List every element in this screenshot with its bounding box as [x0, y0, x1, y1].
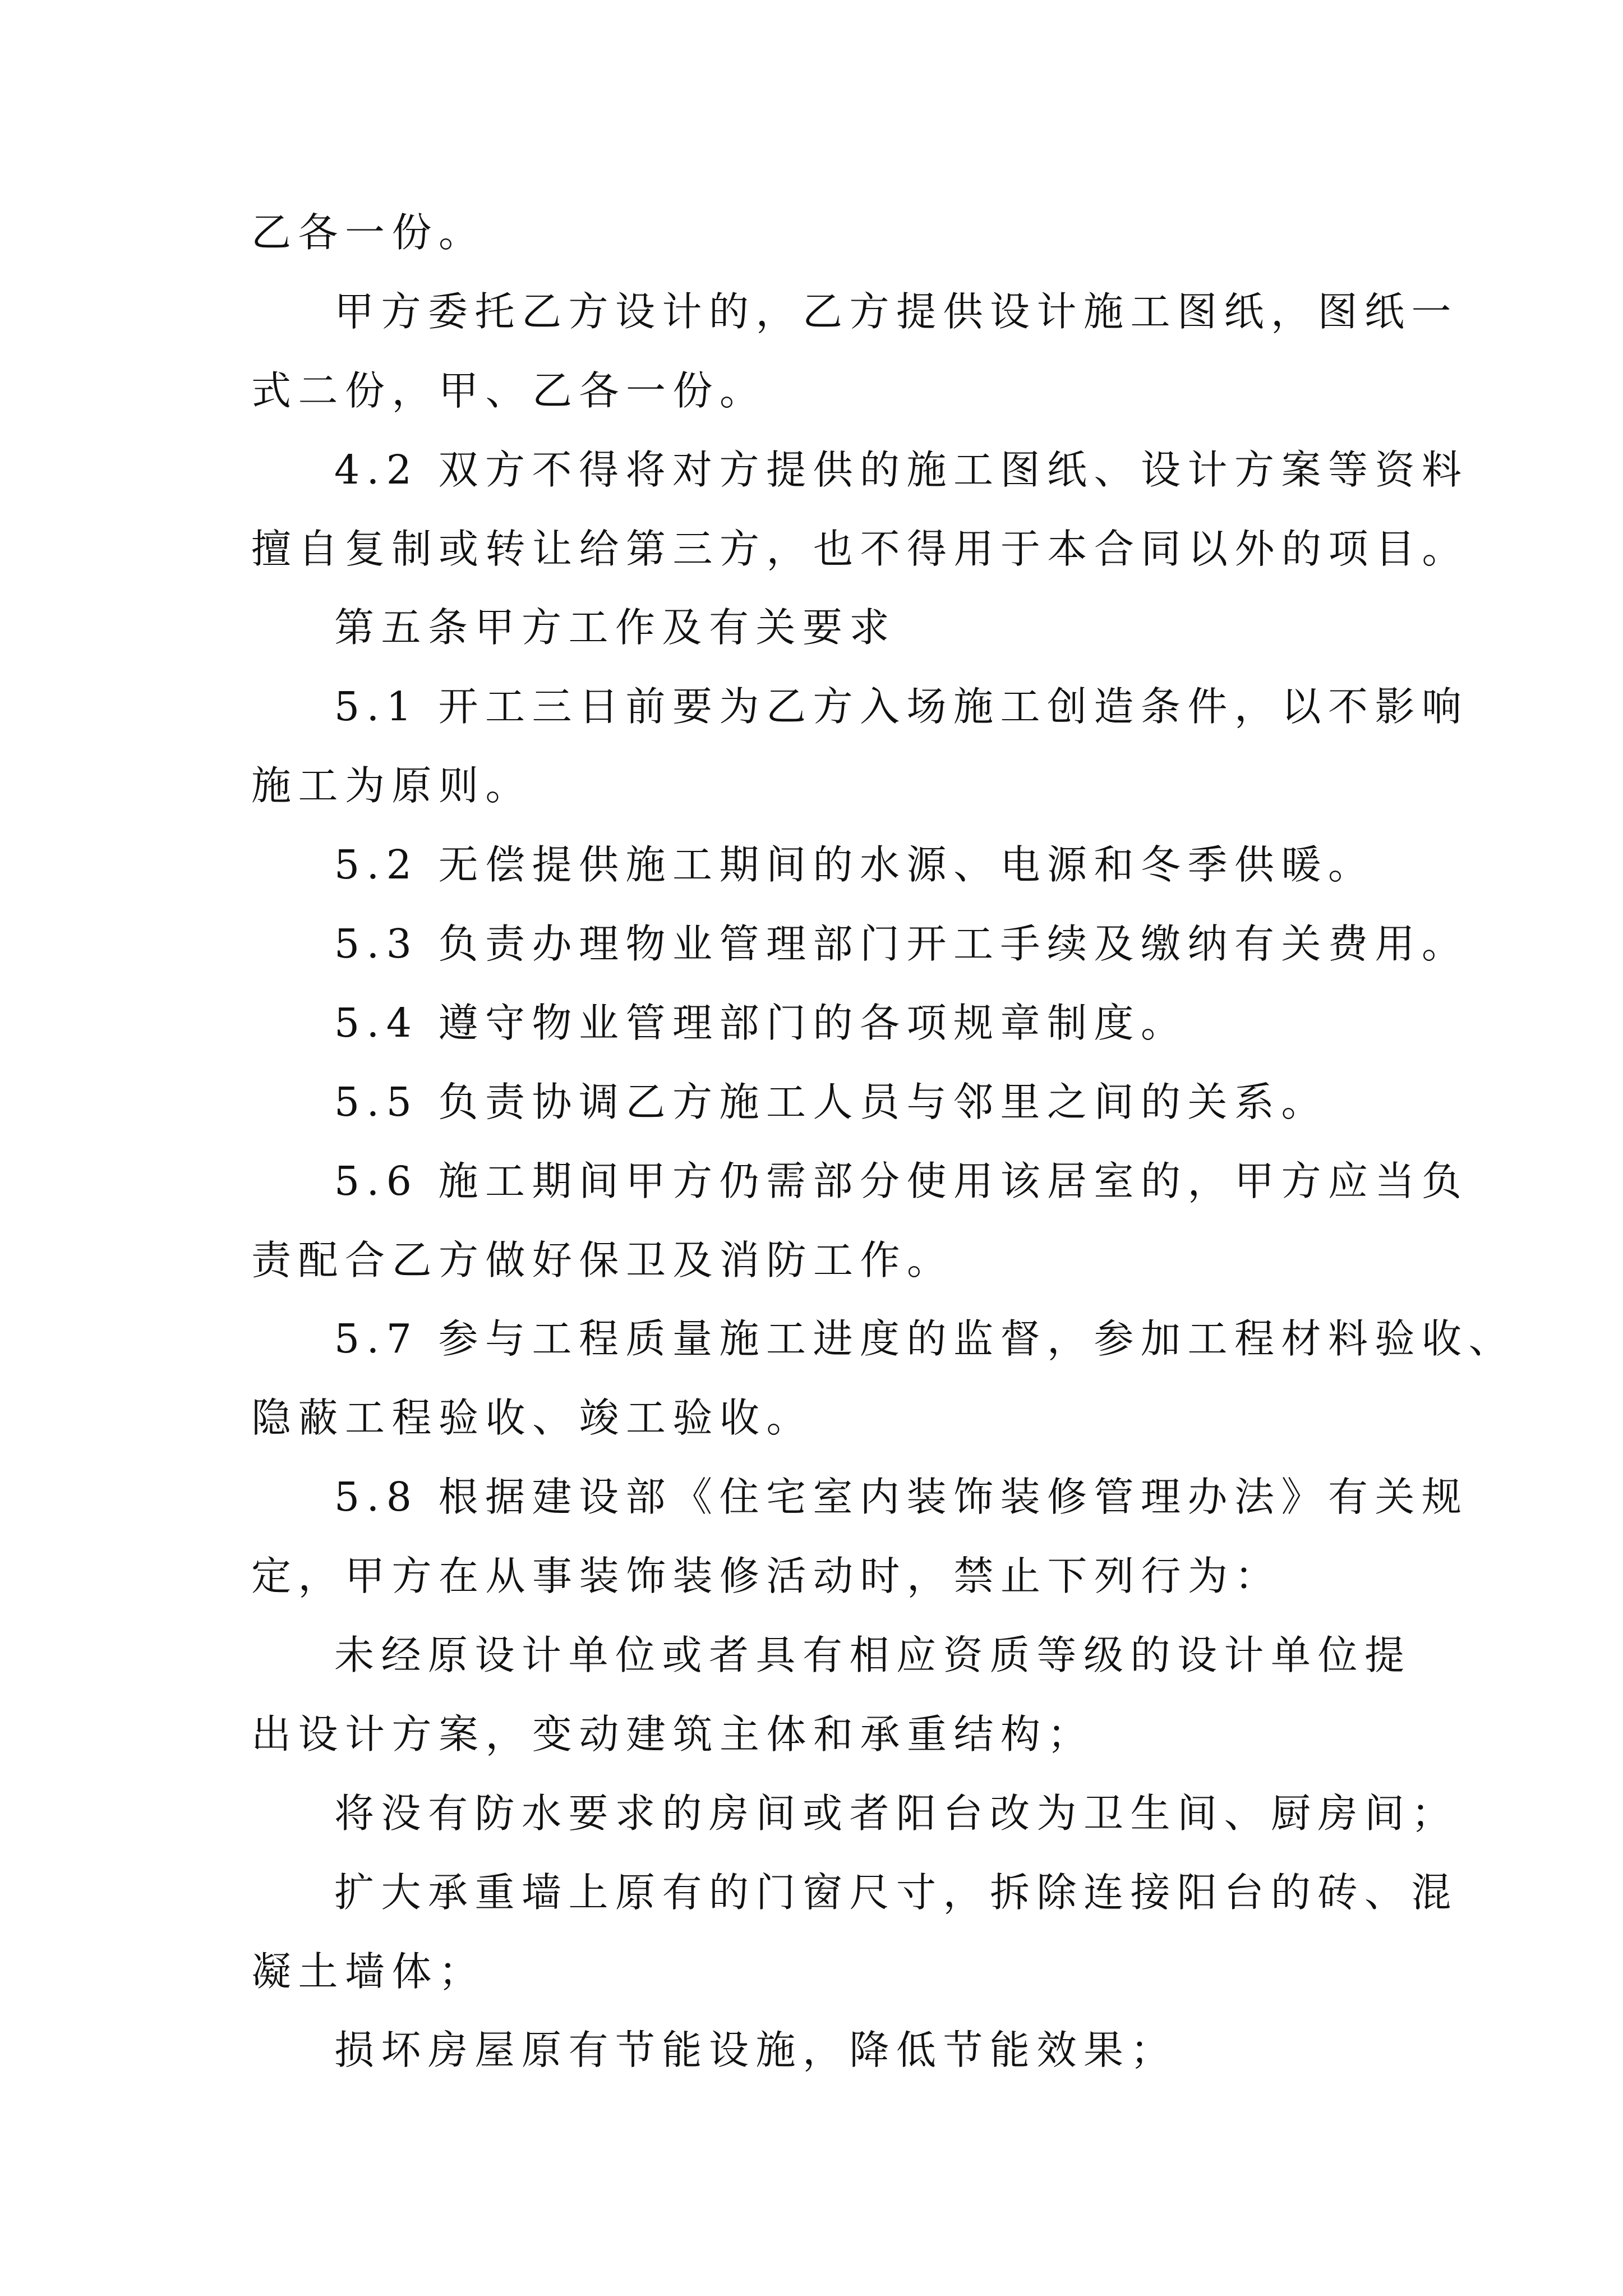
text-line: 式二份，甲、乙各一份。	[251, 367, 767, 414]
text-line: 乙各一份。	[251, 209, 486, 256]
text-line: 5.7 参与工程质量施工进度的监督，参加工程材料验收、	[334, 1315, 1515, 1363]
text-line: 责配合乙方做好保卫及消防工作。	[251, 1236, 954, 1283]
text-line: 隐蔽工程验收、竣工验收。	[251, 1395, 814, 1442]
section-heading: 第五条甲方工作及有关要求	[334, 604, 897, 651]
text-line: 擅自复制或转让给第三方，也不得用于本合同以外的项目。	[251, 525, 1469, 572]
text-line: 定，甲方在从事装饰装修活动时，禁止下列行为：	[251, 1553, 1282, 1600]
text-line: 5.2 无偿提供施工期间的水源、电源和冬季供暖。	[334, 841, 1375, 889]
text-line: 5.5 负责协调乙方施工人员与邻里之间的关系。	[334, 1078, 1328, 1125]
text-line: 扩大承重墙上原有的门窗尺寸，拆除连接阳台的砖、混	[334, 1869, 1459, 1916]
text-line: 未经原设计单位或者具有相应资质等级的设计单位提	[334, 1632, 1412, 1679]
text-line: 凝土墙体；	[251, 1948, 486, 1995]
text-line: 施工为原则。	[251, 762, 533, 809]
text-line: 4.2 双方不得将对方提供的施工图纸、设计方案等资料	[334, 446, 1469, 493]
text-line: 甲方委托乙方设计的，乙方提供设计施工图纸，图纸一	[334, 288, 1459, 335]
text-line: 损坏房屋原有节能设施，降低节能效果；	[334, 2027, 1178, 2074]
text-line: 5.1 开工三日前要为乙方入场施工创造条件，以不影响	[334, 683, 1469, 730]
text-line: 出设计方案，变动建筑主体和承重结构；	[251, 1710, 1095, 1757]
document-body	[251, 194, 1515, 2090]
text-line: 5.4 遵守物业管理部门的各项规章制度。	[334, 999, 1188, 1046]
text-line: 5.6 施工期间甲方仍需部分使用该居室的，甲方应当负	[334, 1157, 1469, 1204]
text-line: 5.3 负责办理物业管理部门开工手续及缴纳有关费用。	[334, 921, 1469, 968]
text-line: 将没有防水要求的房间或者阳台改为卫生间、厨房间；	[334, 1789, 1459, 1837]
text-line: 5.8 根据建设部《住宅室内装饰装修管理办法》有关规	[334, 1474, 1469, 1521]
